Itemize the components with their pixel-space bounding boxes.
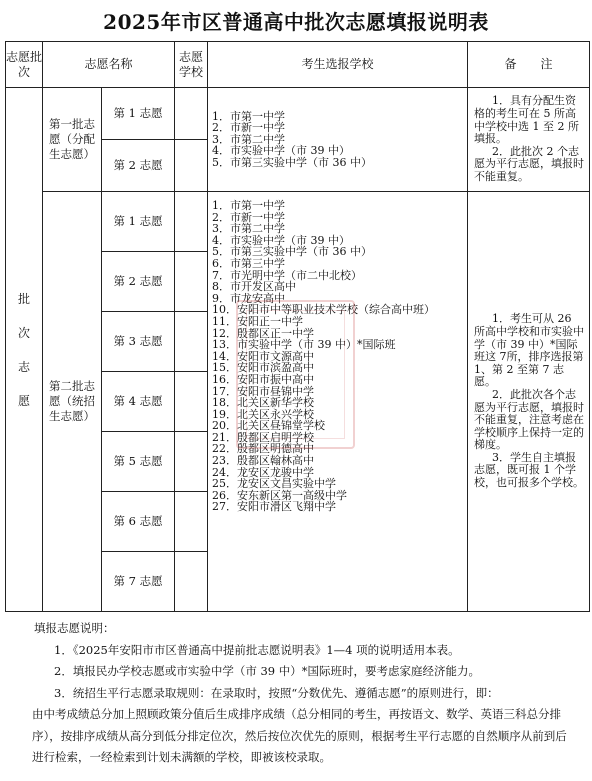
group2-note-1: 1．考生可从 26 所高中学校和市实验中学（市 39 中）*国际班这 7所，排序选报第 1、第 2 至第 7 志愿。 [474, 312, 585, 389]
header-batch: 志愿批次 [6, 42, 43, 88]
group2-row-7: 第 7 志愿 [102, 552, 175, 612]
school-item: 17．安阳市昼锦中学 [212, 384, 315, 398]
school-item: 18．北关区新华学校 [212, 396, 315, 410]
school-item: 25．龙安区文昌实验中学 [212, 477, 337, 491]
header-remarks: 备 注 [468, 42, 590, 88]
school-item: 22．殷都区明德高中 [212, 442, 315, 456]
school-item: 19．北关区永兴学校 [212, 407, 315, 421]
school-item: 8．市开发区高中 [212, 280, 297, 294]
school-item: 11．安阳正一中学 [212, 314, 304, 328]
footer-heading: 填报志愿说明： [34, 621, 115, 635]
school-item: 24．龙安区龙骏中学 [212, 465, 315, 479]
batch-label: 批次志愿 [6, 88, 43, 612]
group2-row-1: 第 1 志愿 [102, 192, 175, 252]
school-item: 23．殷都区翰林高中 [212, 454, 315, 468]
footer-item-1: 1．《2025年安阳市市区普通高中提前批志愿说明表》1—4 项的说明适用本表。 [54, 642, 460, 657]
group1-row-1: 第 1 志愿 [102, 88, 175, 140]
school-item: 2．市新一中学 [212, 121, 286, 135]
group2-notes [468, 192, 590, 612]
school-item: 27．安阳市滑区飞翔中学 [212, 500, 337, 514]
group1-note-1: 1．具有分配生资格的考生可在 5 所高中学校中选 1 至 2 所填报。 [474, 94, 579, 146]
table-row [6, 192, 590, 252]
school-item: 6．市第三中学 [212, 256, 286, 270]
group1-school-cell-2 [175, 140, 208, 192]
group2-row-5: 第 5 志愿 [102, 432, 175, 492]
group1-label: 第一批志愿（分配生志愿） [43, 88, 102, 192]
school-item: 20．北关区昼锦堂学校 [212, 419, 326, 433]
header-school-col: 志愿学校 [175, 42, 208, 88]
header-row [6, 42, 590, 88]
school-item: 14．安阳市文源高中 [212, 349, 315, 363]
group2-school-cell-4 [175, 372, 208, 432]
group2-note-3: 3．学生自主填报志愿，既可报 1 个学校，也可报多个学校。 [474, 450, 585, 490]
school-item: 21．殷都区启明学校 [212, 430, 315, 444]
school-item: 15．安阳市滨盈高中 [212, 361, 315, 375]
group1-school-cell-1 [175, 88, 208, 140]
table-row [6, 88, 590, 140]
group2-row-2: 第 2 志愿 [102, 252, 175, 312]
group1-row-2: 第 2 志愿 [102, 140, 175, 192]
school-item: 5．市第三实验中学（市 36 中） [212, 155, 373, 169]
header-schools: 考生选报学校 [208, 42, 468, 88]
group2-note-2: 2．此批次各个志愿为平行志愿，填报时不能重复，注意考虑在学校顺序上保持一定的梯度。 [474, 387, 585, 452]
group2-school-cell-5 [175, 432, 208, 492]
group1-notes [468, 88, 590, 192]
school-item: 1．市第一中学 [212, 109, 286, 123]
footer-continuation: 由中考成绩总分加上照顾政策分值后生成排序成绩（总分相同的考生，再按语文、数学、英语三科总分排序），按排序成绩从高分到低分排定位次，然后按位次优先的原则，根据考生平行志愿的自然顺序从前到后进行检索，一经检索到计划未满额的学校，即被该校录取。 [32, 707, 567, 764]
footer-item-3: 3．统招生平行志愿录取规则：在录取时，按照“分数优先、遵循志愿”的原则进行，即： [54, 685, 499, 700]
school-item: 3．市第二中学 [212, 132, 286, 146]
group2-school-cell-3 [175, 312, 208, 372]
group2-label: 第二批志愿（统招生志愿） [43, 192, 102, 612]
seal-watermark-icon [236, 300, 355, 449]
group2-school-cell-7 [175, 552, 208, 612]
school-item: 16．安阳市振中高中 [212, 372, 315, 386]
school-item: 13．市实验中学（市 39 中）*国际班 [212, 338, 396, 352]
header-name: 志愿名称 [43, 42, 175, 88]
school-item: 1．市第一中学 [212, 199, 286, 212]
group1-schools [208, 88, 468, 192]
school-item: 4．市实验中学（市 39 中） [212, 233, 351, 247]
group2-school-cell-2 [175, 252, 208, 312]
group2-school-cell-6 [175, 492, 208, 552]
school-item: 7．市光明中学（市二中北校） [212, 268, 363, 282]
school-item: 3．市第二中学 [212, 222, 286, 236]
group2-row-4: 第 4 志愿 [102, 372, 175, 432]
group2-row-6: 第 6 志愿 [102, 492, 175, 552]
school-item: 26．安东新区第一高级中学 [212, 488, 348, 502]
school-item: 4．市实验中学（市 39 中） [212, 144, 351, 158]
page-title: 2025年市区普通高中批次志愿填报说明表 [103, 10, 489, 34]
school-item: 5．市第三实验中学（市 36 中） [212, 245, 373, 259]
school-item: 2．市新一中学 [212, 210, 286, 224]
school-item: 10．安阳市中等职业技术学校（综合高中班） [212, 303, 436, 317]
group2-school-cell-1 [175, 192, 208, 252]
school-item: 9．市龙安高中 [212, 291, 286, 305]
group2-row-3: 第 3 志愿 [102, 312, 175, 372]
footer-notes [0, 618, 592, 769]
footer-item-2: 2．填报民办学校志愿或市实验中学（市 39 中）*国际班时，要考虑家庭经济能力。 [54, 664, 481, 678]
group1-note-2: 2．此批次 2 个志愿为平行志愿，填报时不能重复。 [474, 144, 585, 183]
school-item: 12．殷都区正一中学 [212, 326, 315, 340]
